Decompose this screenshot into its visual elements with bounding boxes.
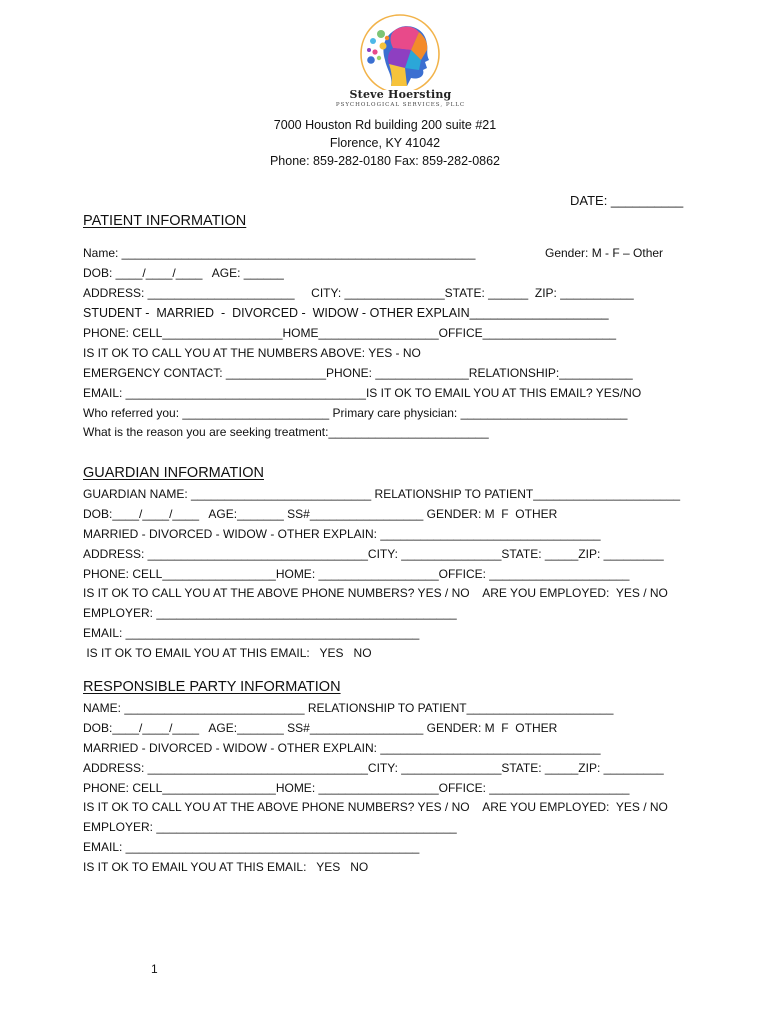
guardian-dob-field[interactable]: DOB:____/____/____ AGE:_______ SS#_________________ GENDER: M F OTHER (83, 507, 558, 521)
patient-reason-field[interactable]: What is the reason you are seeking treatment:________________________ (83, 425, 489, 439)
page-number: 1 (151, 962, 158, 976)
patient-name-field[interactable]: Name: _____________________________________________________ (83, 246, 476, 260)
patient-gender-field[interactable]: Gender: M - F – Other (545, 246, 664, 260)
responsible-info-heading: RESPONSIBLE PARTY INFORMATION (83, 679, 341, 695)
logo-subtitle: PSYCHOLOGICAL SERVICES, PLLC (335, 102, 466, 108)
guardian-info-heading: GUARDIAN INFORMATION (83, 465, 264, 481)
patient-phone-field[interactable]: PHONE: CELL__________________HOME__________________OFFICE____________________ (83, 326, 617, 340)
guardian-address-field[interactable]: ADDRESS: _________________________________CITY: _______________STATE: _____ZIP: _________ (83, 547, 664, 561)
responsible-married-field[interactable]: MARRIED - DIVORCED - WIDOW - OTHER EXPLAIN: _________________________________ (83, 741, 601, 755)
guardian-employer-field[interactable]: EMPLOYER: _____________________________________________ (83, 606, 457, 620)
responsible-ok-email-field[interactable]: IS IT OK TO EMAIL YOU AT THIS EMAIL: YES NO (83, 860, 369, 874)
guardian-email-field[interactable]: EMAIL: ____________________________________________ (83, 626, 420, 640)
responsible-address-field[interactable]: ADDRESS: _________________________________CITY: _______________STATE: _____ZIP: _________ (83, 761, 664, 775)
head-silhouette-icon (333, 10, 468, 90)
address-line-2: Florence, KY 41042 (329, 136, 441, 150)
guardian-phone-field[interactable]: PHONE: CELL_________________HOME: __________________OFFICE: _____________________ (83, 567, 630, 581)
patient-emergency-field[interactable]: EMERGENCY CONTACT: _______________PHONE: ______________RELATIONSHIP:___________ (83, 366, 633, 380)
logo-name: Steve Hoersting (349, 88, 452, 101)
patient-ok-call-field[interactable]: IS IT OK TO CALL YOU AT THE NUMBERS ABOVE: YES - NO (83, 346, 421, 360)
guardian-name-field[interactable]: GUARDIAN NAME: ___________________________ RELATIONSHIP TO PATIENT______________________ (83, 487, 681, 501)
patient-status-field[interactable]: STUDENT - MARRIED - DIVORCED - WIDOW - OTHER EXPLAIN____________________ (83, 306, 609, 320)
responsible-phone-field[interactable]: PHONE: CELL_________________HOME: __________________OFFICE: _____________________ (83, 781, 630, 795)
address-line-1: 7000 Houston Rd building 200 suite #21 (273, 118, 497, 132)
patient-address-field[interactable]: ADDRESS: ______________________ CITY: _______________STATE: ______ ZIP: ___________ (83, 286, 634, 300)
responsible-email-field[interactable]: EMAIL: ____________________________________________ (83, 840, 420, 854)
patient-email-field[interactable]: EMAIL: ____________________________________IS IT OK TO EMAIL YOU AT THIS EMAIL? YES/NO (83, 386, 642, 400)
patient-referred-field[interactable]: Who referred you: ______________________ Primary care physician: _________________________ (83, 406, 628, 420)
practice-logo (333, 10, 468, 110)
address-line-3: Phone: 859-282-0180 Fax: 859-282-0862 (269, 154, 501, 168)
guardian-ok-call-field[interactable]: IS IT OK TO CALL YOU AT THE ABOVE PHONE NUMBERS? YES / NO ARE YOU EMPLOYED: YES / NO (83, 586, 668, 600)
guardian-married-field[interactable]: MARRIED - DIVORCED - WIDOW - OTHER EXPLAIN: _________________________________ (83, 527, 601, 541)
responsible-ok-call-field[interactable]: IS IT OK TO CALL YOU AT THE ABOVE PHONE NUMBERS? YES / NO ARE YOU EMPLOYED: YES / NO (83, 800, 668, 814)
patient-info-heading: PATIENT INFORMATION (83, 213, 247, 229)
guardian-ok-email-field[interactable]: IS IT OK TO EMAIL YOU AT THIS EMAIL: YES NO (83, 646, 372, 660)
responsible-dob-field[interactable]: DOB:____/____/____ AGE:_______ SS#_________________ GENDER: M F OTHER (83, 721, 558, 735)
date-field[interactable]: DATE: __________ (570, 193, 684, 208)
patient-dob-field[interactable]: DOB: ____/____/____ AGE: ______ (83, 266, 284, 280)
responsible-name-field[interactable]: NAME: ___________________________ RELATIONSHIP TO PATIENT______________________ (83, 701, 614, 715)
responsible-employer-field[interactable]: EMPLOYER: _____________________________________________ (83, 820, 457, 834)
